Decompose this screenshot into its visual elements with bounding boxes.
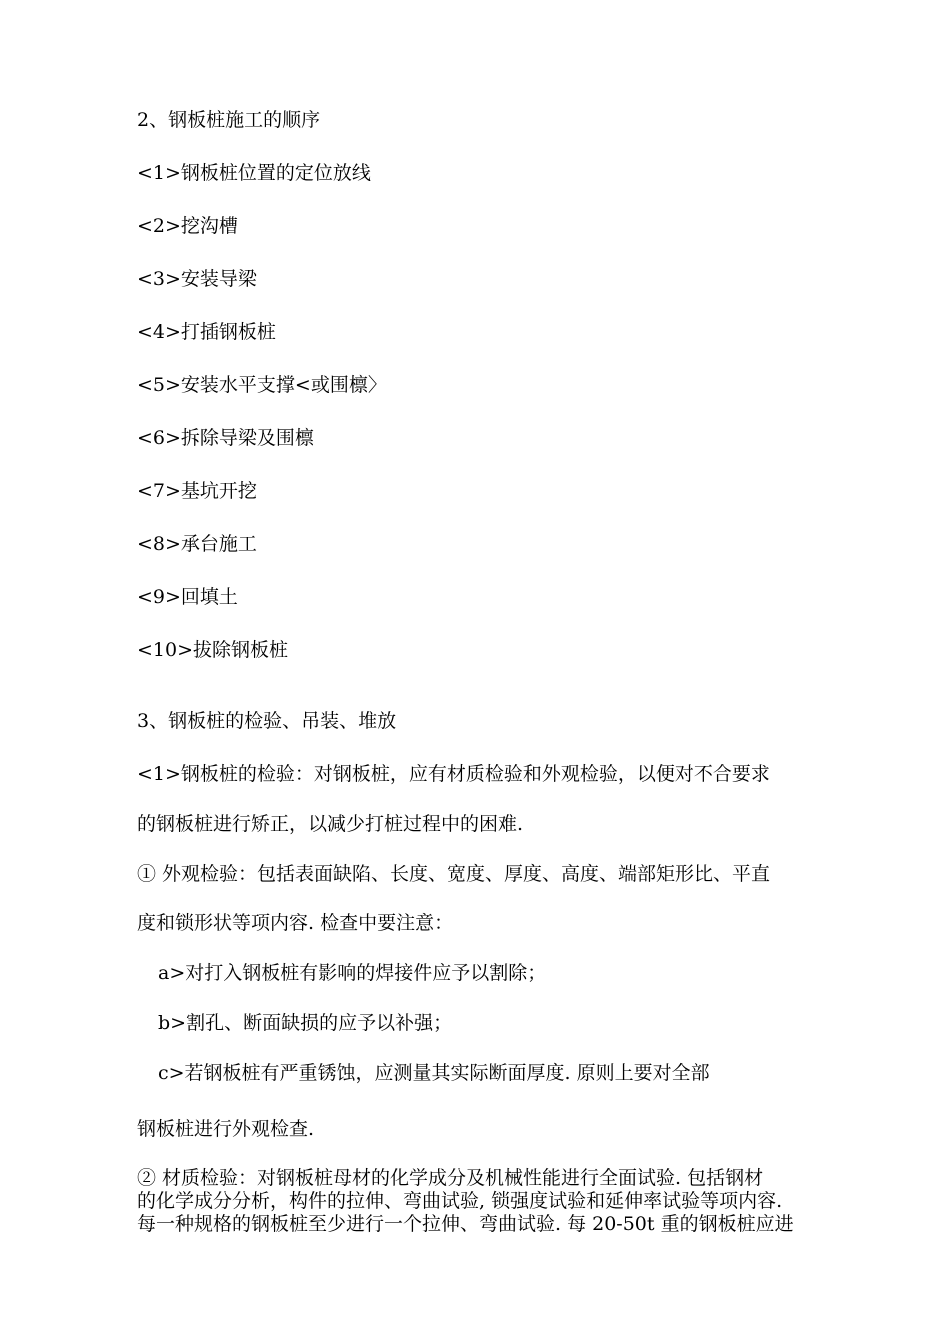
list-item-c-continuation: 钢板桩进行外观检查. (137, 1118, 315, 1140)
inspection-paragraph-line-1: <1>钢板桩的检验：对钢板桩，应有材质检验和外观检验，以便对不合要求 (137, 763, 770, 785)
visual-inspection-line-2: 度和锁形状等项内容. 检查中要注意： (137, 912, 454, 934)
step-3: <3>安装导梁 (137, 268, 257, 290)
step-4: <4>打插钢板桩 (137, 321, 276, 343)
step-9: <9>回填土 (137, 586, 238, 608)
step-8: <8>承台施工 (137, 533, 257, 555)
section-3-heading: 3、钢板桩的检验、吊装、堆放 (137, 710, 397, 732)
step-2: <2>挖沟槽 (137, 215, 238, 237)
material-inspection-line-2: 的化学成分分析，构件的拉伸、弯曲试验, 锁强度试验和延伸率试验等项内容. (137, 1190, 783, 1212)
list-item-a: a>对打入钢板桩有影响的焊接件应予以割除； (158, 962, 547, 984)
visual-inspection-line-1: ① 外观检验：包括表面缺陷、长度、宽度、厚度、高度、端部矩形比、平直 (137, 863, 771, 885)
inspection-paragraph-line-2: 的钢板桩进行矫正，以减少打桩过程中的困难. (137, 813, 524, 835)
step-10: <10>拔除钢板桩 (137, 639, 289, 661)
section-2-heading: 2、钢板桩施工的顺序 (137, 109, 321, 131)
step-5: <5>安装水平支撑<或围檩〉 (137, 374, 387, 396)
step-1: <1>钢板桩位置的定位放线 (137, 162, 371, 184)
material-inspection-paragraph (137, 1167, 827, 1236)
step-6: <6>拆除导梁及围檩 (137, 427, 314, 449)
material-inspection-line-1: ② 材质检验：对钢板桩母材的化学成分及机械性能进行全面试验. 包括钢材 (137, 1167, 764, 1189)
list-item-b: b>割孔、断面缺损的应予以补强； (158, 1012, 453, 1034)
list-item-c: c>若钢板桩有严重锈蚀，应测量其实际断面厚度. 原则上要对全部 (158, 1062, 710, 1084)
material-inspection-line-3: 每一种规格的钢板桩至少进行一个拉伸、弯曲试验. 每 20-50t 重的钢板桩应进 (137, 1213, 794, 1235)
step-7: <7>基坑开挖 (137, 480, 257, 502)
